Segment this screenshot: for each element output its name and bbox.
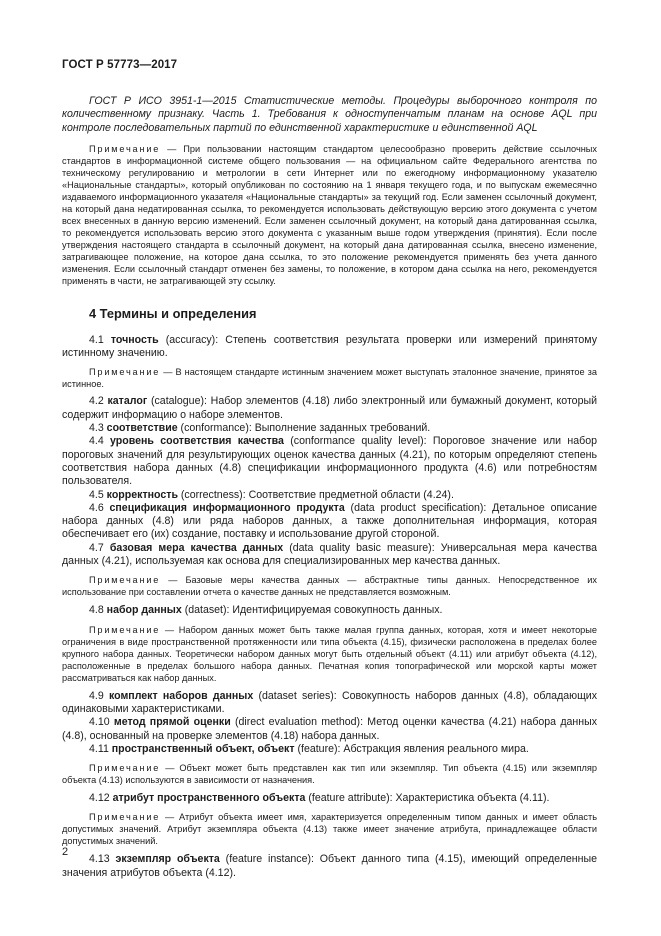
term-4-6 [62, 502, 597, 542]
term-definition: (dataset): Идентифицируемая совокупность данных. [181, 604, 443, 617]
note-text: — Объект может быть представлен как тип или экземпляр. Тип объекта (4.15) или экземпляр объекта (4.13) используются в зависимости от назначения. [62, 763, 597, 786]
term-number: 4.13 [89, 853, 116, 866]
term-4-4 [62, 435, 597, 488]
term-definition: (conformance): Выполнение заданных требований. [177, 422, 431, 435]
term-name: набор данных [106, 604, 182, 617]
note-4-1 [62, 366, 597, 390]
term-number: 4.1 [89, 333, 111, 346]
term-number: 4.7 [89, 541, 110, 554]
normative-reference: ГОСТ Р ИСО 3951-1—2015 Статистические методы. Процедуры выборочного контроля по количественному признаку. Часть 1. Требования к одноступенчатым планам на основе AQL при контроле последовательных партий по единственной характеристике и единственной AQL [62, 95, 597, 134]
term-number: 4.3 [89, 422, 107, 435]
term-definition: (conformance quality level): Пороговое значение или набор пороговых значений для результирующих оценок качества данных (4.21), по которым определяют степень соответствия набора данных (4.8) спецификации информационного продукта (4.6) или потребностям пользователя. [62, 435, 597, 488]
term-4-1 [62, 334, 597, 361]
page-number: 2 [62, 846, 69, 858]
term-4-7 [62, 542, 597, 569]
term-name: метод прямой оценки [113, 716, 231, 729]
note-text: — В настоящем стандарте истинным значением может выступать эталонное значение, принятое за истинное. [62, 367, 597, 390]
term-definition: (catalogue): Набор элементов (4.18) либо электронный или бумажный документ, который содержит информацию о наборе элементов. [62, 395, 597, 421]
term-name: уровень соответствия качества [110, 435, 284, 448]
term-4-3 [62, 422, 597, 435]
reference-note [62, 143, 597, 287]
term-number: 4.5 [89, 488, 107, 501]
term-name: корректность [106, 488, 178, 501]
note-text: — Атрибут объекта имеет имя, характеризуется определенным типом данных и имеет область допустимых значений. Атрибут экземпляра объекта (4.13) также имеет значение атрибута, принадлежащее области допустимых значений. [62, 812, 597, 847]
term-number: 4.11 [89, 742, 112, 755]
term-definition: (data product specification): Детальное описание набора данных (4.8) или ряда наборов данных, а также дополнительная информация, которая обеспечивает его (их) создание, поставку и использование другой стороной. [62, 501, 597, 541]
term-definition: (correctness): Соответствие предметной области (4.24). [177, 488, 454, 501]
term-4-8 [62, 604, 597, 617]
term-name: пространственный объект, объект [111, 742, 295, 755]
note-label: Примечание [89, 624, 161, 635]
note-label: Примечание [89, 763, 161, 774]
term-definition: (feature attribute): Характеристика объекта (4.11). [305, 792, 550, 805]
term-number: 4.4 [89, 435, 111, 448]
term-number: 4.2 [89, 395, 108, 408]
document-code-header: ГОСТ Р 57773—2017 [62, 59, 178, 71]
term-number: 4.6 [89, 501, 110, 514]
term-definition: (data quality basic measure): Универсальная мера качества данных (4.21), используемая как основа для специализированных мер качества данных. [62, 541, 598, 568]
page-content [62, 95, 597, 880]
note-label: Примечание [89, 367, 161, 378]
term-4-13 [62, 853, 597, 880]
term-definition: (dataset series): Совокупность наборов данных (4.8), обладающих одинаковыми характеристиками. [62, 689, 598, 715]
term-4-10 [62, 716, 597, 743]
term-4-9 [62, 690, 597, 717]
term-name: экземпляр объекта [115, 853, 220, 866]
term-name: каталог [107, 395, 148, 408]
note-4-8 [62, 624, 597, 684]
term-definition: (feature): Абстракция явления реального мира. [294, 742, 529, 755]
term-name: комплект наборов данных [108, 689, 254, 702]
term-definition: (direct evaluation method): Метод оценки качества (4.21) набора данных (4.8), основанный на проверке элементов (4.18) набора данных. [62, 716, 598, 742]
note-4-11 [62, 762, 597, 786]
term-name: точность [110, 333, 159, 346]
term-4-11 [62, 743, 597, 756]
term-name: базовая мера качества данных [109, 541, 284, 554]
note-text: — Набором данных может быть также малая группа данных, которая, хотя и имеет некоторые ограничения в виде пространственной протяженности или типа объекта (4.15), физически расположена в пределах более крупного набора данных. Теоретически набором данных могут быть отдельный объект (4.11) или атрибут объекта (4.12), расположенные в пределах большого набора данных. Печатная копия топографической или морской карты может рассматриваться как набор данных. [62, 624, 597, 683]
term-number: 4.8 [89, 604, 107, 617]
term-name: соответствие [106, 422, 178, 435]
note-text: — При пользовании настоящим стандартом целесообразно проверить действие ссылочных стандартов в информационной системе общего пользования — на официальном сайте Федерального агентства по техническому регулированию и метрологии в сети Интернет или по ежегодному информационному указателю «Национальные стандарты», который опубликован по состоянию на 1 января текущего года, и по выпускам ежемесячно издаваемого информационного указателя «Национальные стандарты» за текущий год. Если заменен ссылочный документ, на который дана недатированная ссылка, то рекомендуется использовать действующую версию этого документа с учетом всех внесенных в данную версию изменений. Если заменен ссылочный документ, на который дана датированная ссылка, то рекомендуется использовать версию этого документа с указанным выше годом утверждения (принятия). Если после утверждения настоящего стандарта в ссылочный документ, на который дана датированная ссылка, внесено изменение, затрагивающее положение, на которое дана ссылка, то это положение рекомендуется применять без учета данного изменения. Если ссылочный стандарт отменен без замены, то положение, в котором дана ссылка на него, рекомендуется применять в части, не затрагивающей эту ссылку. [62, 143, 597, 286]
term-number: 4.9 [89, 689, 109, 702]
term-4-2 [62, 395, 597, 422]
term-4-12 [62, 792, 597, 805]
note-4-7 [62, 574, 597, 598]
term-name: атрибут пространственного объекта [112, 792, 306, 805]
term-definition: (feature instance): Объект данного типа (4.15), имеющий определенные значения атрибутов объекта (4.12). [62, 853, 597, 879]
term-number: 4.10 [89, 716, 114, 729]
note-label: Примечание [89, 143, 161, 154]
term-number: 4.12 [89, 792, 113, 805]
term-name: спецификация информационного продукта [109, 501, 345, 514]
note-text: — Базовые меры качества данных — абстрактные типы данных. Непосредственное их использование при составлении отчета о качестве данных не представляется возможным. [62, 575, 597, 598]
note-label: Примечание [89, 575, 161, 586]
term-4-5 [62, 489, 597, 502]
note-4-12 [62, 811, 597, 847]
section-heading: 4 Термины и определения [89, 305, 257, 321]
term-definition: (accuracy): Степень соответствия результата проверки или измерений принятому истинному значению. [62, 333, 597, 360]
note-label: Примечание [89, 812, 161, 823]
